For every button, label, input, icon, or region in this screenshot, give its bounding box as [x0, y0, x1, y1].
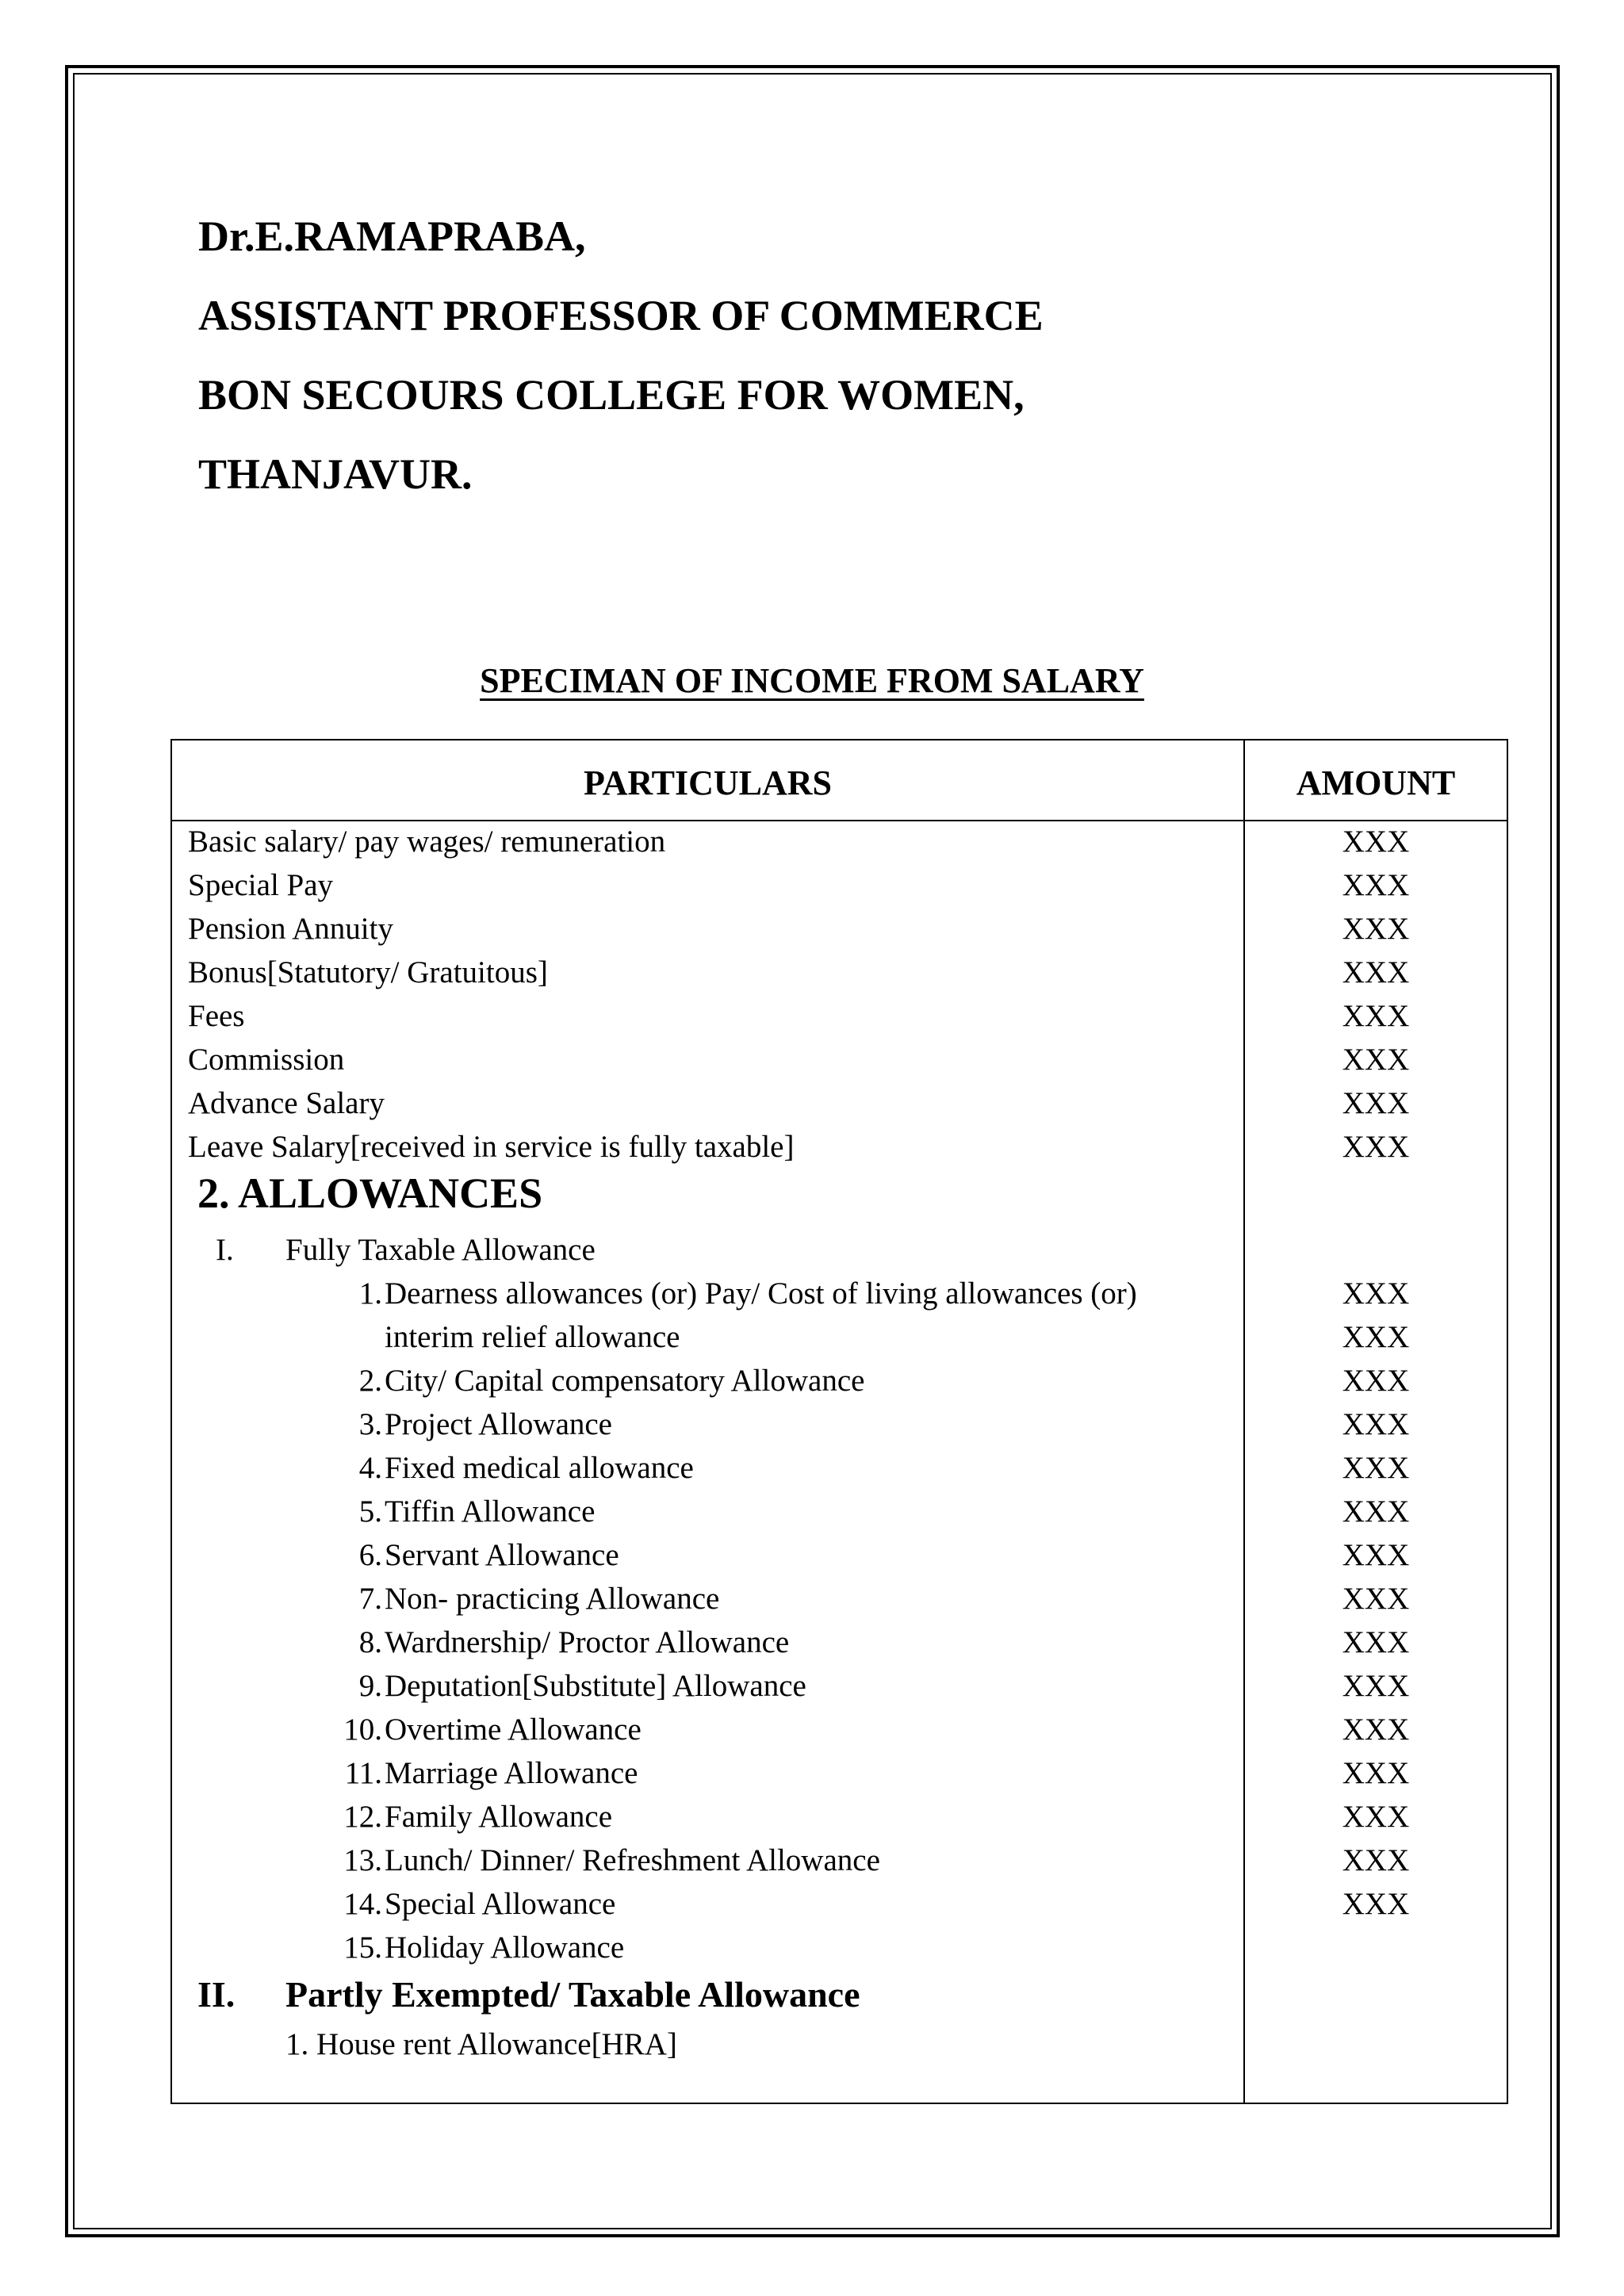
item-amount: XXX [1342, 1407, 1410, 1441]
item-amount: XXX [1342, 1582, 1410, 1616]
author-name: Dr.E.RAMAPRABA, [198, 212, 586, 260]
item-text: Family Allowance [385, 1800, 613, 1834]
item-number: 4. [358, 1451, 382, 1485]
row-amount: XXX [1342, 955, 1410, 989]
roman-numeral: II. [197, 1974, 236, 2015]
salary-table [170, 739, 1508, 2104]
row-label: Fees [188, 999, 245, 1033]
item-text: Marriage Allowance [385, 1756, 638, 1790]
item-number: 1. [358, 1276, 382, 1311]
row-amount: XXX [1342, 825, 1410, 859]
document-title-text: SPECIMAN OF INCOME FROM SALARY [480, 661, 1144, 700]
row-amount: XXX [1342, 1043, 1410, 1077]
row-amount: XXX [1342, 868, 1410, 902]
document-title [0, 660, 1624, 701]
row-label: Bonus[Statutory/ Gratuitous] [188, 955, 548, 989]
list-item [172, 1577, 1507, 1621]
row-label: Special Pay [188, 868, 334, 902]
item-amount: XXX [1342, 1494, 1410, 1529]
item-text: Fixed medical allowance [385, 1451, 694, 1485]
table-row [172, 907, 1507, 951]
item-amount: XXX [1342, 1669, 1410, 1703]
item-number: 14. [343, 1887, 382, 1921]
row-label: Basic salary/ pay wages/ remuneration [188, 825, 666, 859]
table-row [172, 1081, 1507, 1125]
item-amount: XXX [1342, 1625, 1410, 1659]
item-number: 6. [358, 1538, 382, 1572]
item-text: Special Allowance [385, 1887, 616, 1921]
author-city: THANJAVUR. [198, 450, 473, 498]
table-row [172, 951, 1507, 994]
row-label: Pension Annuity [188, 912, 393, 946]
header-amount: AMOUNT [1296, 763, 1456, 802]
table-row [172, 863, 1507, 907]
item-amount: XXX [1342, 1800, 1410, 1834]
item-amount: XXX [1342, 1364, 1410, 1398]
item-number: 13. [343, 1843, 382, 1877]
item-text: Tiffin Allowance [385, 1494, 596, 1529]
item-amount: XXX [1342, 1712, 1410, 1747]
row-amount: XXX [1342, 999, 1410, 1033]
row-amount: XXX [1342, 1086, 1410, 1120]
partly-exempted-subheading [197, 1973, 1149, 2021]
list-item [172, 1402, 1507, 1446]
item-text: Non- practicing Allowance [385, 1582, 720, 1616]
list-item [172, 1359, 1507, 1402]
item-text: Wardnership/ Proctor Allowance [385, 1625, 790, 1659]
item-number: 12. [343, 1800, 382, 1834]
item-number: 11. [344, 1756, 382, 1790]
item-number: 5. [358, 1494, 382, 1529]
fully-taxable-subheading [172, 1228, 965, 1272]
list-item [172, 1751, 1507, 1795]
subheading-label: Fully Taxable Allowance [285, 1233, 596, 1267]
row-label: Commission [188, 1043, 345, 1077]
list-item [172, 1621, 1507, 1664]
item-text: interim relief allowance [385, 1320, 680, 1354]
subheading-label: Partly Exempted/ Taxable Allowance [285, 1974, 860, 2015]
table-row [172, 1038, 1507, 1081]
item-text: Servant Allowance [385, 1538, 619, 1572]
item-text: Dearness allowances (or) Pay/ Cost of living allowances (or) [385, 1276, 1137, 1311]
item-amount: XXX [1342, 1756, 1410, 1790]
list-item [172, 1839, 1507, 1882]
author-block [198, 197, 1044, 514]
item-number: 2. [358, 1364, 382, 1398]
list-item [172, 1533, 1507, 1577]
author-college: BON SECOURS COLLEGE FOR WOMEN, [198, 371, 1025, 419]
list-item [172, 1315, 1507, 1359]
list-item: 1. House rent Allowance[HRA] [285, 2027, 677, 2061]
item-number: 9. [358, 1669, 382, 1703]
item-amount: XXX [1342, 1538, 1410, 1572]
item-number: 3. [358, 1407, 382, 1441]
item-amount: XXX [1342, 1320, 1410, 1354]
item-amount: XXX [1342, 1887, 1410, 1921]
row-amount: XXX [1342, 912, 1410, 946]
list-item [172, 1664, 1507, 1708]
list-item [172, 1882, 1507, 1926]
table-row [172, 820, 1507, 863]
row-amount: XXX [1342, 1130, 1410, 1164]
item-number: 10. [343, 1712, 382, 1747]
row-label: Leave Salary[received in service is fully taxable] [188, 1130, 795, 1164]
list-item [172, 1490, 1507, 1533]
table-row [172, 994, 1507, 1038]
item-text: Lunch/ Dinner/ Refreshment Allowance [385, 1843, 880, 1877]
allowances-heading: 2. ALLOWANCES [197, 1169, 543, 1217]
item-text: Deputation[Substitute] Allowance [385, 1669, 806, 1703]
item-text: Project Allowance [385, 1407, 612, 1441]
item-text: City/ Capital compensatory Allowance [385, 1364, 865, 1398]
item-text: Holiday Allowance [385, 1931, 625, 1965]
list-item [172, 1926, 1507, 1969]
item-amount: XXX [1342, 1276, 1410, 1311]
item-text: Overtime Allowance [385, 1712, 642, 1747]
author-designation: ASSISTANT PROFESSOR OF COMMERCE [198, 292, 1044, 339]
table-row [172, 1125, 1507, 1169]
roman-numeral: I. [216, 1233, 234, 1267]
item-number: 15. [343, 1931, 382, 1965]
item-number: 7. [358, 1582, 382, 1616]
header-particulars: PARTICULARS [583, 763, 832, 802]
item-amount: XXX [1342, 1451, 1410, 1485]
list-item [172, 1708, 1507, 1751]
list-item [172, 1795, 1507, 1839]
list-item [172, 1446, 1507, 1490]
row-label: Advance Salary [188, 1086, 385, 1120]
item-amount: XXX [1342, 1843, 1410, 1877]
list-item [172, 1272, 1507, 1315]
item-number: 8. [358, 1625, 382, 1659]
